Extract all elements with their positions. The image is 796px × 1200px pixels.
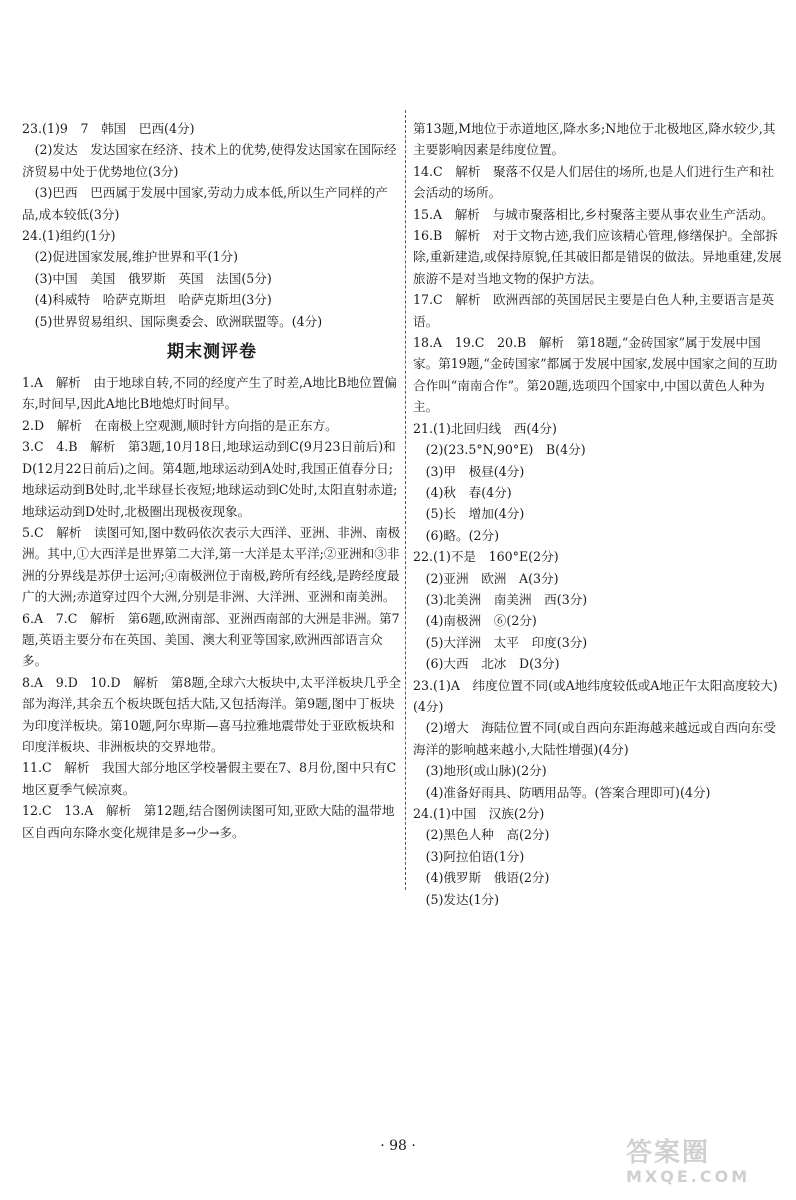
answer-line: (4)俄罗斯 俄语(2分): [413, 870, 550, 886]
answer-line: 8.A 9.D 10.D 解析 第8题,全球六大板块中,太平洋板块几乎全部为海洋,其余五个板块既包括大陆,又包括海洋。第9题,图中丁板块为印度洋板块。第10题,阿尔卑斯—喜马拉雅地震带处于亚欧板块和印度洋板块、非洲板块的交界地带。: [22, 674, 402, 754]
answer-line: (4)准备好雨具、防晒用品等。(答案合理即可)(4分): [413, 784, 711, 800]
answer-line: 24.(1)组约(1分): [22, 228, 116, 244]
answer-line: (3)北美洲 南美洲 西(3分): [413, 591, 588, 607]
watermark-logo: [626, 1138, 776, 1194]
answer-line: (5)世界贸易组织、国际奥委会、欧洲联盟等。(4分): [22, 313, 323, 329]
answer-line: (6)略。(2分): [413, 527, 500, 543]
answer-line: (6)大西 北冰 D(3分): [413, 656, 560, 672]
answer-line: (2)黑色人种 高(2分): [413, 827, 550, 843]
answer-line: 第13题,M地位于赤道地区,降水多;N地位于北极地区,降水较少,其主要影响因素是纬度位置。: [413, 121, 776, 158]
watermark-domain: MXQE.COM: [626, 1167, 751, 1186]
answer-line: (4)秋 春(4分): [413, 484, 512, 500]
answer-line: 2.D 解析 在南极上空观测,顺时针方向指的是正东方。: [22, 417, 338, 433]
answer-line: (3)阿拉伯语(1分): [413, 848, 525, 864]
answer-line: 3.C 4.B 解析 第3题,10月18日,地球运动到C(9月23日前后)和D(12月22日前后)之间。第4题,地球运动到A处时,我国正值春分日;地球运动到B处时,北半球昼长夜短;地球运动到C处时,太阳直射赤道;地球运动到D处时,北极圈出现极夜现象。: [22, 439, 398, 519]
left-answers-top: [22, 118, 402, 332]
answer-line: 23.(1)A 纬度位置不同(或A地纬度较低或A地正午太阳高度较大)(4分): [413, 677, 778, 714]
answer-line: 23.(1)9 7 韩国 巴西(4分): [22, 121, 195, 136]
answer-line: 15.A 解析 与城市聚落相比,乡村聚落主要从事农业生产活动。: [413, 206, 774, 222]
answer-line: 24.(1)中国 汉族(2分): [413, 806, 545, 821]
answer-line: (2)亚洲 欧洲 A(3分): [413, 570, 559, 586]
left-answers-bottom: [22, 372, 402, 843]
answer-line: (4)科威特 哈萨克斯坦 哈萨克斯坦(3分): [22, 292, 272, 308]
answer-line: (2)促进国家发展,维护世界和平(1分): [22, 249, 238, 265]
answer-line: (2)(23.5°N,90°E) B(4分): [413, 442, 586, 458]
answer-line: (2)发达 发达国家在经济、技术上的优势,使得发达国家在国际经济贸易中处于优势地位(3分): [22, 142, 397, 179]
answer-line: (3)甲 极昼(4分): [413, 463, 525, 479]
answer-line: (5)长 增加(4分): [413, 506, 525, 522]
answer-line: 11.C 解析 我国大部分地区学校暑假主要在7、8月份,图中只有C地区夏季气候凉爽。: [22, 760, 397, 797]
left-column: [22, 118, 402, 843]
answer-line: 17.C 解析 欧洲西部的英国居民主要是白色人种,主要语言是英语。: [413, 292, 775, 329]
answer-line: 14.C 解析 聚落不仅是人们居住的场所,也是人们进行生产和社会活动的场所。: [413, 163, 775, 201]
answer-line: 16.B 解析 对于文物古迹,我们应该精心管理,修缮保护。全部拆除,重新建造,或保持原貌,任其破旧都是错误的做法。异地重建,发展旅游不是对当地文物的保护方法。: [413, 228, 782, 286]
answer-line: (3)中国 美国 俄罗斯 英国 法国(5分): [22, 270, 272, 286]
column-divider: [405, 110, 406, 890]
page-number: · 98 ·: [380, 1138, 416, 1154]
right-column: [413, 118, 783, 910]
section-title: 期末测评卷: [167, 342, 257, 363]
answer-line: (3)地形(或山脉)(2分): [413, 763, 547, 779]
watermark-text: 答案圈: [626, 1138, 711, 1168]
answer-line: (3)巴西 巴西属于发展中国家,劳动力成本低,所以生产同样的产品,成本较低(3分): [22, 185, 388, 222]
answer-line: (2)增大 海陆位置不同(或自西向东距海越来越远或自西向东受海洋的影响越来越小,大陆性增强)(4分): [413, 720, 776, 757]
answer-line: 6.A 7.C 解析 第6题,欧洲南部、亚洲西南部的大洲是非洲。第7题,英语主要分布在英国、美国、澳大利亚等国家,欧洲西部语言众多。: [22, 610, 400, 669]
answer-line: (5)大洋洲 太平 印度(3分): [413, 634, 588, 650]
answer-line: (5)发达(1分): [413, 891, 500, 907]
answer-line: (4)南极洲 ⑥(2分): [413, 613, 537, 629]
answer-line: 1.A 解析 由于地球自转,不同的经度产生了时差,A地比B地位置偏东,时间早,因此A地比B地熄灯时间早。: [22, 375, 397, 412]
answer-line: 21.(1)北回归线 西(4分): [413, 420, 557, 436]
answer-line: 5.C 解析 读图可知,图中数码依次表示大西洋、亚洲、非洲、南极洲。其中,①大西洋是世界第二大洋,第一大洋是太平洋;②亚洲和③非洲的分界线是苏伊士运河;④南极洲位于南极,跨所有经线,是跨经度最广的大洲;赤道穿过四个大洲,分别是非洲、大洋洲、亚洲和南美洲。: [22, 524, 401, 605]
answer-line: 22.(1)不是 160°E(2分): [413, 549, 559, 565]
answer-line: 12.C 13.A 解析 第12题,结合图例读图可知,亚欧大陆的温带地区自西向东降水变化规律是多→少→多。: [22, 803, 395, 840]
answer-line: 18.A 19.C 20.B 解析 第18题,“金砖国家”属于发展中国家。第19题,“金砖国家”都属于发展中国家,发展中国家之间的互助合作叫“南南合作”。第20题,选项四个国家中,中国以黄色人种为主。: [413, 335, 778, 415]
